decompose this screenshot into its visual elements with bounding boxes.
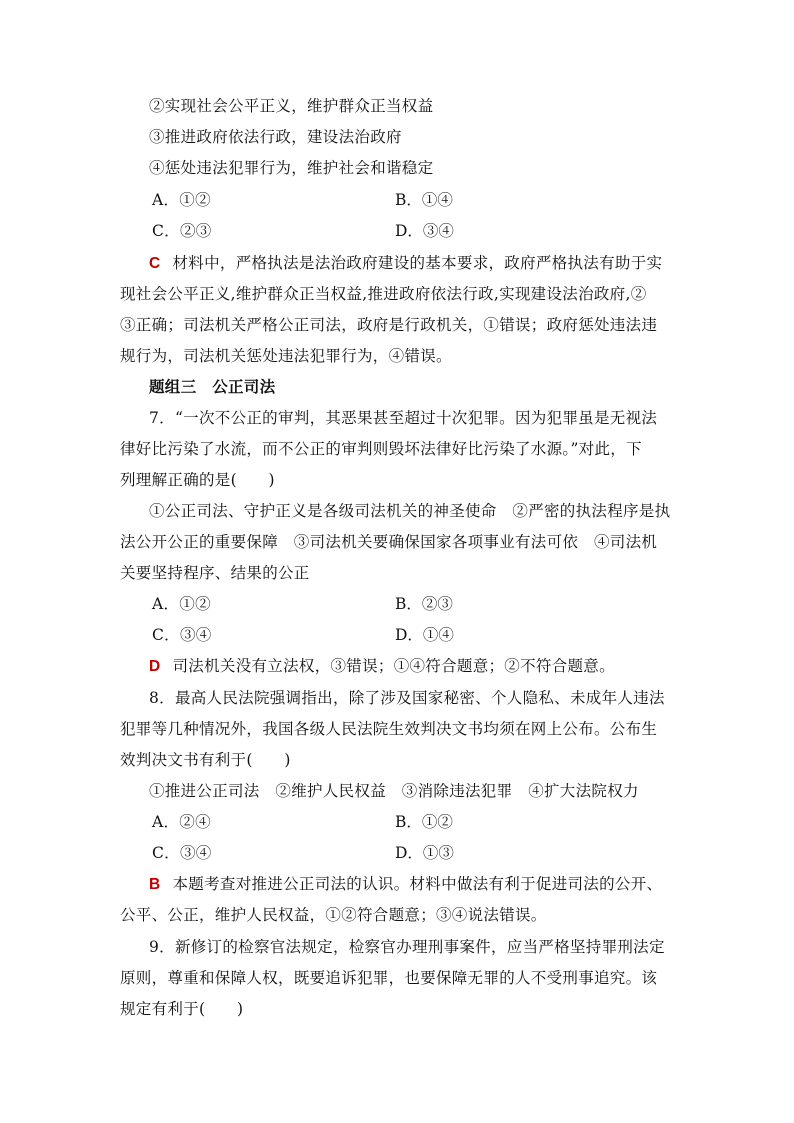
option-a: A．②④ bbox=[152, 813, 211, 831]
option-d: D．①③ bbox=[395, 844, 454, 862]
explanation-text: 现社会公平正义,维护群众正当权益,推进政府依法行政,实现建设法治政府,② bbox=[120, 285, 647, 303]
question-7-stem: 7．“一次不公正的审判，其恶果甚至超过十次犯罪。因为犯罪虽是无视法 bbox=[149, 409, 658, 427]
explanation-text: 司法机关没有立法权，③错误；①④符合题意；②不符合题意。 bbox=[172, 657, 615, 675]
answer-letter: D bbox=[149, 658, 161, 675]
explanation-text: 材料中，严格执法是法治政府建设的基本要求，政府严格执法有助于实 bbox=[172, 254, 663, 272]
answer-explanation-line bbox=[149, 874, 709, 895]
option-b: B．②③ bbox=[395, 595, 453, 613]
explanation-text: 规行为，司法机关惩处违法犯罪行为，④错误。 bbox=[120, 347, 452, 365]
option-c: C．②③ bbox=[152, 222, 212, 240]
answer-letter: B bbox=[149, 876, 161, 893]
group-heading: 题组三 公正司法 bbox=[149, 377, 276, 396]
question-7-stem: 列理解正确的是( ) bbox=[120, 471, 275, 489]
statement-4: ④惩处违法犯罪行为，维护社会和谐稳定 bbox=[149, 159, 434, 177]
answer-explanation-line bbox=[149, 253, 709, 274]
question-8-stem: 犯罪等几种情况外，我国各级人民法院生效判决文书均须在网上公布。公布生 bbox=[120, 720, 658, 738]
answer-explanation-line bbox=[149, 656, 709, 677]
question-9-stem: 原则，尊重和保障人权，既要追诉犯罪，也要保障无罪的人不受刑事追究。该 bbox=[120, 969, 658, 987]
question-8-stem: 效判决文书有利于( ) bbox=[120, 751, 291, 769]
explanation-text: ③正确；司法机关严格公正司法，政府是行政机关，①错误；政府惩处违法违 bbox=[120, 316, 658, 334]
statement-2: ②实现社会公平正义，维护群众正当权益 bbox=[149, 97, 434, 115]
question-7-items: 关要坚持程序、结果的公正 bbox=[120, 564, 310, 582]
option-d: D．③④ bbox=[395, 222, 454, 240]
question-9-stem: 规定有利于( ) bbox=[120, 1000, 244, 1018]
option-a: A．①② bbox=[152, 595, 211, 613]
statement-3: ③推进政府依法行政，建设法治政府 bbox=[149, 128, 402, 146]
option-b: B．①② bbox=[395, 813, 453, 831]
answer-letter: C bbox=[149, 255, 161, 272]
option-b: B．①④ bbox=[395, 191, 453, 209]
question-7-items: 法公开公正的重要保障 ③司法机关要确保国家各项事业有法可依 ④司法机 bbox=[120, 533, 658, 551]
question-8-stem: 8．最高人民法院强调指出，除了涉及国家秘密、个人隐私、未成年人违法 bbox=[149, 689, 665, 707]
question-9-stem: 9．新修订的检察官法规定，检察官办理刑事案件，应当严格坚持罪刑法定 bbox=[149, 938, 665, 956]
explanation-text: 公平、公正，维护人民权益，①②符合题意；③④说法错误。 bbox=[120, 906, 547, 924]
option-c: C．③④ bbox=[152, 626, 212, 644]
option-a: A．①② bbox=[152, 191, 211, 209]
explanation-text: 本题考查对推进公正司法的认识。材料中做法有利于促进司法的公开、 bbox=[172, 875, 663, 893]
option-c: C．③④ bbox=[152, 844, 212, 862]
option-d: D．①④ bbox=[395, 626, 454, 644]
question-7-items: ①公正司法、守护正义是各级司法机关的神圣使命 ②严密的执法程序是执 bbox=[149, 502, 671, 520]
question-7-stem: 律好比污染了水流，而不公正的审判则毁坏法律好比污染了水源。”对此，下 bbox=[120, 440, 642, 458]
question-8-items: ①推进公正司法 ②维护人民权益 ③消除违法犯罪 ④扩大法院权力 bbox=[149, 782, 639, 800]
